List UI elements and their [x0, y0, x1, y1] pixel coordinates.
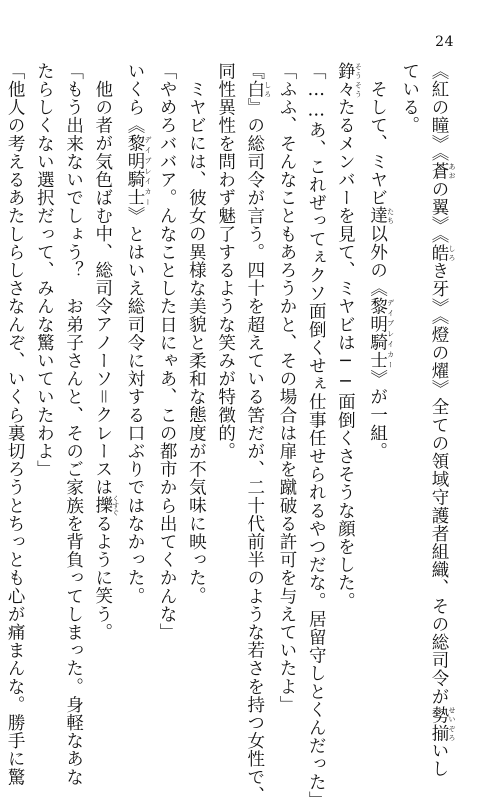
ruby-word: [92, 494, 120, 516]
ruby-annotation: そうそう: [354, 62, 363, 99]
text-segment: そして、ミヤビ: [367, 79, 388, 207]
text-segment: ミヤビには、彼女の異様な美貌と柔和な態度が不気味に映った。: [186, 79, 207, 605]
text-segment: いくら《: [124, 62, 145, 135]
text-segment: 以外の《: [367, 224, 388, 297]
ruby-annotation: あお: [448, 161, 456, 180]
ruby-base: 錚々: [335, 62, 356, 99]
ruby-base: 達: [367, 206, 388, 225]
text-segment: 》とはいえ総司令に対する口ぶりではなかった。: [124, 206, 145, 606]
text-line: [58, 62, 87, 786]
text-line: [240, 62, 272, 805]
ruby-annotation: くすぐ: [111, 494, 120, 516]
text-line: [272, 62, 301, 714]
ruby-base: 白: [244, 80, 265, 99]
ruby-annotation: せいぞろ: [448, 705, 456, 742]
text-segment: たるメンバーを見て、ミヤビは──面倒くさそうな顔をした。: [335, 98, 356, 611]
text-line: [424, 62, 456, 778]
ruby-word: [367, 296, 395, 370]
text-line: [395, 62, 424, 672]
text-segment: 「ふふ、そんなこともあろうかと、その場合は扉を蹴破る許可を与えていたよ」: [276, 62, 297, 714]
ruby-word: [124, 134, 152, 207]
text-segment: の翼》《: [429, 179, 449, 244]
text-segment: 『: [244, 62, 265, 81]
ruby-base: 黎明騎士: [124, 134, 145, 207]
text-segment: 紅の瞳: [429, 80, 449, 135]
text-segment: 「もう出来ないでしょう？ お弟子さんと、そのご家族を背負ってしまった。身軽なあな: [63, 62, 84, 786]
text-segment: 』の総司令が言う。四十を超えている筈だが、二十代前半のような若さを持つ女性で、: [244, 98, 265, 805]
text-segment: いし: [429, 741, 449, 778]
ruby-word: [429, 705, 456, 742]
text-line: [362, 62, 394, 672]
text-segment: 同性異性を問わず魅了するような笑みが特徴的。: [215, 62, 236, 461]
ruby-word: [367, 206, 395, 225]
text-segment: 「やめろババア。んなことした日にゃあ、この都市から出てくかんな」: [157, 62, 178, 642]
body-text: [5, 62, 456, 809]
ruby-base: 皓: [429, 243, 449, 262]
text-segment: 「……あ、これぜってぇクソ面倒くせぇ仕事任せられるやつだな。居留守しとくんだった」: [306, 62, 327, 809]
text-line: [29, 62, 58, 672]
text-line: [152, 62, 181, 672]
ruby-word: [429, 243, 456, 262]
text-segment: き牙》《燈の燿》全ての領域守護者組織、その総司令が: [429, 261, 449, 706]
ruby-annotation: しろ: [263, 80, 272, 99]
text-line: [181, 62, 210, 672]
ruby-base: 黎明騎士: [367, 296, 388, 370]
text-segment: 》《: [429, 134, 449, 162]
ruby-base: 勢揃: [429, 705, 449, 742]
text-segment: 《: [429, 62, 449, 81]
text-segment: 》が一組。: [367, 369, 388, 460]
text-segment: るように笑う。: [92, 513, 113, 641]
ruby-annotation: しろ: [448, 243, 456, 262]
ruby-annotation: デイブレイカー: [386, 296, 395, 370]
ruby-word: [335, 62, 363, 99]
ruby-word: [244, 80, 272, 99]
text-line: [210, 62, 239, 672]
page-number: 24: [435, 34, 454, 50]
ruby-word: [429, 161, 456, 180]
text-line: [120, 62, 152, 672]
ruby-annotation: デイブレイカー: [143, 134, 152, 207]
text-line: [301, 62, 330, 809]
text-segment: 他の者が気色ばむ中、総司令アノーソ＝クレースは: [92, 79, 113, 496]
ruby-base: 擽: [92, 494, 113, 516]
text-line: [0, 62, 29, 786]
text-segment: ている。: [399, 62, 420, 135]
text-line: [88, 62, 120, 672]
text-segment: たらしくない選択だって、みんな驚いていたわよ」: [34, 62, 55, 479]
text-segment: 「他人の考えるあたしらしさなんぞ、いくら裏切ろうとちっとも心が痛まんな。勝手に驚: [5, 62, 26, 786]
text-line: [330, 62, 362, 672]
ruby-annotation: たち: [386, 206, 395, 225]
ruby-base: 蒼: [429, 161, 449, 180]
